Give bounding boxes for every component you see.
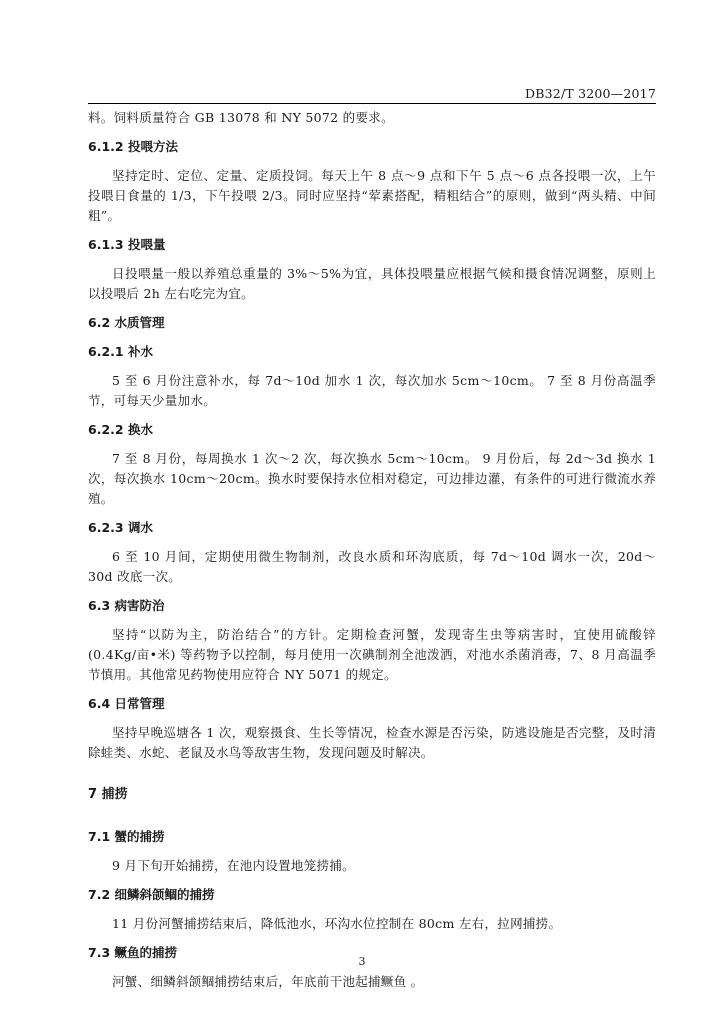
section-heading: 6.1.3 投喂量 (88, 237, 166, 252)
paragraph: 6 至 10 月间，定期使用微生物制剂，改良水质和环沟底质，每 7d～10d 调水一次，20d～30d 改底一次。 (88, 549, 656, 584)
section-heading: 6.2.3 调水 (88, 520, 153, 535)
section-heading: 6.3 病害防治 (88, 598, 165, 613)
section-heading: 6.1.2 投喂方法 (88, 139, 178, 154)
section-heading: 6.2 水质管理 (88, 315, 165, 330)
section-heading: 7.1 蟹的捕捞 (88, 829, 165, 844)
section-heading: 7.2 细鳞斜颌鲴的捕捞 (88, 887, 215, 902)
paragraph: 5 至 6 月份注意补水，每 7d～10d 加水 1 次，每次加水 5cm～10cm。 7 至 8 月份高温季节，可每天少量加水。 (88, 373, 656, 408)
paragraph: 坚持定时、定位、定量、定质投饲。每天上午 8 点～9 点和下午 5 点～6 点各投喂一次，上午投喂日食量的 1/3，下午投喂 2/3。同时应坚持“荤素搭配，精粗结合”的原则，做到“两头精、中间粗”。 (88, 168, 656, 223)
section-heading: 7.3 鳜鱼的捕捞 (88, 945, 177, 960)
paragraph: 坚持“以防为主，防治结合”的方针。定期检查河蟹，发现寄生虫等病害时，宜使用硫酸锌(0.4Kg/亩•米) 等药物予以控制，每月使用一次碘制剂全池泼洒，对池水杀菌消毒，7、8 月高温季节慎用。其他常见药物使用应符合 NY 5071 的规定。 (88, 627, 656, 682)
paragraph: 7 至 8 月份，每周换水 1 次～2 次，每次换水 5cm～10cm。 9 月份后，每 2d～3d 换水 1 次，每次换水 10cm～20cm。换水时要保持水位相对稳定，可边排边灌，有条件的可进行微流水养殖。 (88, 451, 656, 506)
paragraph: 坚持早晚巡塘各 1 次，观察摄食、生长等情况，检查水源是否污染，防逃设施是否完整，及时清除蛙类、水蛇、老鼠及水鸟等敌害生物，发现问题及时解决。 (88, 725, 656, 760)
paragraph: 料。饲料质量符合 GB 13078 和 NY 5072 的要求。 (88, 110, 394, 125)
paragraph: 河蟹、细鳞斜颌鲴捕捞结束后，年底前干池起捕鳜鱼 。 (112, 974, 424, 989)
header-rule (88, 103, 656, 104)
section-heading: 6.2.1 补水 (88, 344, 153, 359)
section-heading: 6.2.2 换水 (88, 422, 153, 437)
paragraph: 9 月下旬开始捕捞，在池内设置地笼捞捕。 (112, 858, 355, 873)
paragraph: 11 月份河蟹捕捞结束后，降低池水，环沟水位控制在 80cm 左右，拉网捕捞。 (112, 916, 562, 931)
chapter-heading: 7 捕捞 (88, 787, 128, 802)
page-number: 3 (358, 955, 366, 968)
paragraph: 日投喂量一般以养殖总重量的 3%～5%为宜，具体投喂量应根据气候和摄食情况调整，原则上以投喂后 2h 左右吃完为宜。 (88, 266, 656, 301)
section-heading: 6.4 日常管理 (88, 696, 165, 711)
document-code: DB32/T 3200—2017 (525, 86, 656, 101)
document-body (88, 108, 656, 992)
